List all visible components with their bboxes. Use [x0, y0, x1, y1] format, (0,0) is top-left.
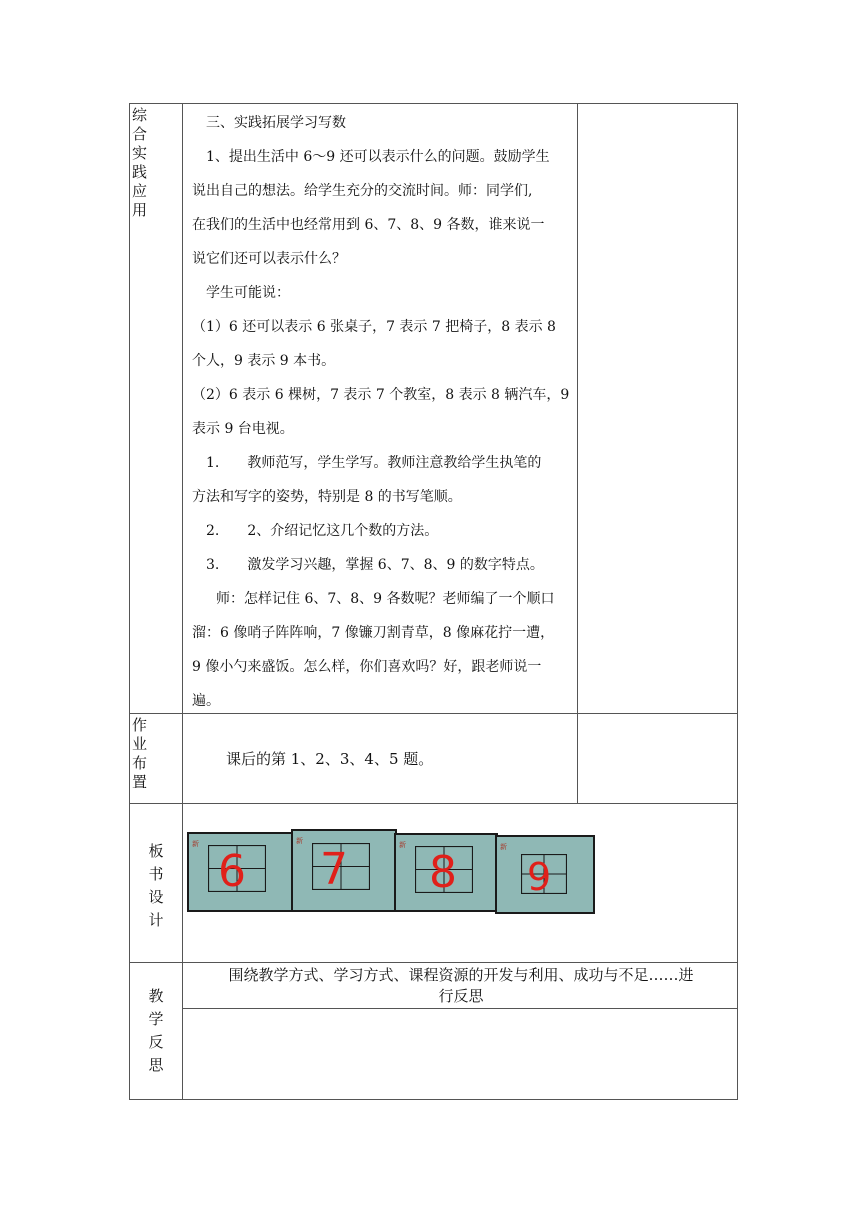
tian-grid-6: [208, 845, 266, 892]
practice-label-char: 合: [132, 125, 148, 143]
digit-card-8: [394, 833, 498, 912]
digit-card-7: [291, 829, 397, 912]
digit-6: 6: [218, 846, 246, 892]
practice-label-char: 用: [132, 201, 148, 219]
row-divider-3: [129, 962, 738, 963]
practice-line: 1、提出生活中 6～9 还可以表示什么的问题。鼓励学生: [206, 149, 550, 165]
practice-line: 1. 教师范写，学生学写。教师注意教给学生执笔的: [206, 455, 542, 471]
homework-label-char: 置: [132, 773, 148, 791]
practice-line: 在我们的生活中也经常用到 6、7、8、9 各数，谁来说一: [192, 217, 545, 233]
practice-line: 9 像小勺来盛饭。怎么样，你们喜欢吗？好，跟老师说一: [192, 659, 542, 675]
practice-line: 学生可能说：: [206, 285, 290, 301]
practice-line: 说出自己的想法。给学生充分的交流时间。师：同学们,: [192, 183, 533, 199]
board-label-char: 设: [148, 888, 164, 906]
practice-line: 3. 激发学习兴趣，掌握 6、7、8、9 的数字特点。: [206, 557, 544, 573]
practice-label-char: 应: [132, 182, 148, 200]
card-tag: 新: [296, 837, 303, 845]
card-tag: 新: [500, 843, 507, 851]
practice-line: （1）6 还可以表示 6 张桌子，7 表示 7 把椅子，8 表示 8: [192, 319, 556, 335]
reflection-label-char: 思: [148, 1056, 164, 1074]
reflection-label-char: 反: [148, 1033, 164, 1051]
homework-label-char: 业: [132, 735, 148, 753]
practice-label-char: 实: [132, 144, 148, 162]
reflection-label-char: 教: [148, 987, 164, 1005]
homework-label-char: 布: [132, 754, 148, 772]
board-label: [139, 840, 173, 932]
card-tag: 新: [192, 840, 199, 848]
practice-line: 遍。: [192, 693, 220, 709]
practice-line: 说它们还可以表示什么？: [192, 251, 346, 267]
practice-heading: 三、实践拓展学习写数: [206, 115, 346, 131]
row-divider-1: [129, 713, 738, 714]
board-label-char: 计: [148, 911, 164, 929]
practice-label-char: 践: [132, 163, 148, 181]
tian-grid-8: [415, 846, 473, 893]
homework-text: 课后的第 1、2、3、4、5 题。: [226, 750, 434, 768]
tian-grid-7: [312, 843, 370, 890]
card-tag: 新: [399, 841, 406, 849]
practice-line: 方法和写字的姿势，特别是 8 的书写笔顺。: [192, 489, 462, 505]
reflection-inner-divider: [182, 1008, 738, 1009]
note-column-divider: [577, 103, 578, 803]
practice-line: 2. 2、介绍记忆这几个数的方法。: [206, 523, 439, 539]
table-border-right: [737, 103, 738, 1100]
table-border-top: [129, 103, 738, 104]
reflection-prompt: [188, 965, 734, 1007]
homework-label-char: 作: [132, 716, 148, 734]
practice-label-char: 综: [132, 106, 148, 124]
practice-label: [132, 106, 160, 220]
digit-card-9: [495, 835, 595, 914]
practice-line: 个人，9 表示 9 本书。: [192, 353, 336, 369]
digit-8: 8: [429, 847, 457, 893]
homework-label: [132, 716, 160, 792]
row-divider-2: [129, 803, 738, 804]
reflection-prompt-line: 行反思: [438, 987, 484, 1005]
table-border-left: [129, 103, 130, 1100]
digit-card-6: [187, 832, 294, 912]
practice-line: 表示 9 台电视。: [192, 421, 294, 437]
tian-grid-9: [521, 854, 567, 894]
board-label-char: 板: [148, 842, 164, 860]
practice-line: （2）6 表示 6 棵树，7 表示 7 个教室，8 表示 8 辆汽车，9: [192, 387, 570, 403]
reflection-prompt-line: 围绕教学方式、学习方式、课程资源的开发与利用、成功与不足……进: [228, 966, 694, 984]
label-column-divider: [182, 103, 183, 1100]
digit-9: 9: [527, 855, 552, 894]
board-label-char: 书: [148, 865, 164, 883]
practice-line: 溜：6 像哨子阵阵响，7 像镰刀割青草，8 像麻花拧一遭，: [192, 625, 555, 641]
reflection-label-char: 学: [148, 1010, 164, 1028]
reflection-label: [139, 985, 173, 1077]
practice-line: 师：怎样记住 6、7、8、9 各数呢？老师编了一个顺口: [216, 591, 555, 607]
digit-7: 7: [320, 844, 348, 890]
table-border-bottom: [129, 1099, 738, 1100]
